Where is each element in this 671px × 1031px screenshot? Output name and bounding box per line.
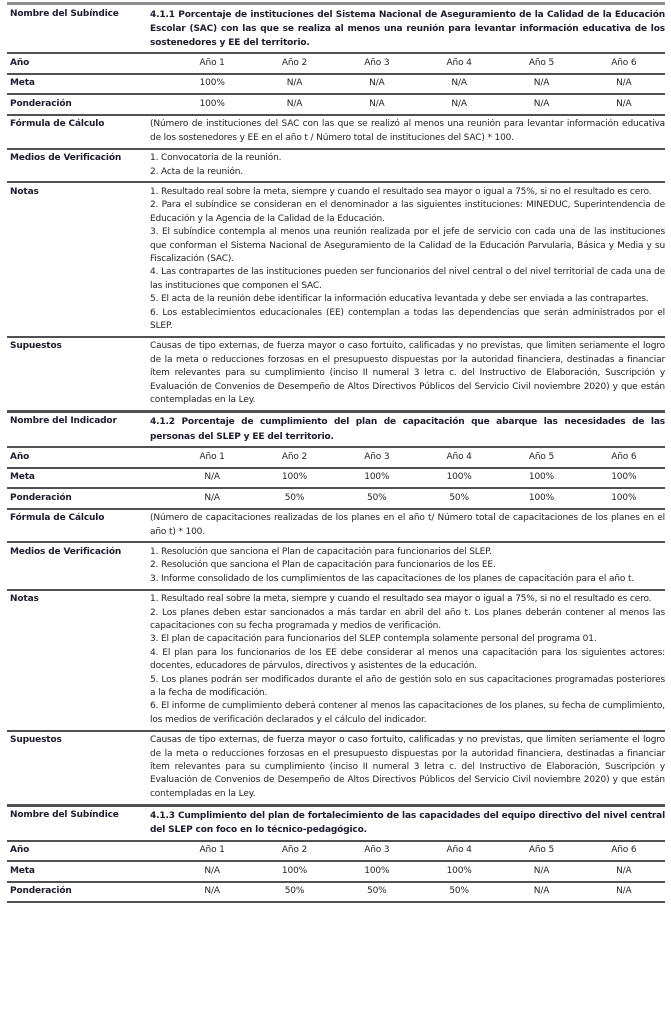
ponderacion-value-cell: 100% [199,98,225,109]
medios-item: 1. Convocatoria de la reunión. [150,153,282,164]
table-row-notas [7,589,665,730]
row-label-meta: Meta [10,472,35,483]
table-row-supuestos [7,336,665,410]
section-subindice-4-1-3 [7,804,665,902]
year-header-cell: Año 1 [199,451,225,462]
column-spacer [148,95,171,114]
year-header-cell: Año 3 [364,57,390,68]
section-indicador-4-1-2 [7,410,665,804]
section-subindice-4-1-1 [7,5,665,410]
notas-item: 3. El subíndice contempla al menos una reunión realizada por el jefe de servicio con cada una de las instituciones que conforman el Sistema Nacional de Aseguramiento de la Calidad de la Educación Parvularia, Básica y Media y su Fiscalización (SAC). [150,227,665,264]
row-label-nombre: Nombre del Subíndice [10,8,119,19]
medios-item: 3. Informe consolidado de los cumplimientos de las capacitaciones de los planes de capacitación para el año t. [150,573,635,584]
medios-list [148,543,665,588]
row-label-notas: Notas [10,186,39,197]
year-header-cell: Año 4 [446,57,472,68]
row-label-supuestos: Supuestos [10,735,62,746]
table-row-anio [7,840,665,861]
ponderacion-value-cell: 50% [284,886,305,897]
ponderacion-value-cell: 50% [367,886,387,897]
meta-value-cell: 100% [281,472,308,483]
notas-item: 3. El plan de capacitación para funcionarios del SLEP contempla solamente personal del programa 01. [150,634,597,645]
row-label-medios: Medios de Verificación [10,546,122,557]
row-label-formula: Fórmula de Cálculo [10,119,105,130]
column-spacer [148,75,171,94]
notas-item: 5. El acta de la reunión debe identificar la información educativa levantada y debe ser enviada a las contrapartes. [150,294,649,305]
row-label-anio: Año [10,845,30,856]
meta-value-cell: N/A [204,472,220,483]
subindice-title: 4.1.1 Porcentaje de instituciones del Sistema Nacional de Aseguramiento de la Calidad de la Educación Escolar (SAC) con las que se realiza al menos una reunión para levantar información educativa de los sostenedores y EE del territorio. [150,9,665,48]
notas-item: 2. Los planes deben estar sancionados a más tardar en abril del año t. Los planes deberán contener al menos las capacitaciones con su fecha programada y medios de verificación. [150,607,665,631]
ponderacion-value-cell: N/A [533,886,550,897]
table-row-formula [7,114,665,148]
meta-value-cell: 100% [528,472,555,483]
meta-value-cell: N/A [616,865,632,876]
ponderacion-value-cell: N/A [204,886,220,897]
table-row-medios [7,541,665,588]
notas-item: 6. El informe de cumplimiento deberá contener al menos las capacitaciones de los planes, su fecha de cumplimiento, los medios de verificación declarados y el cálculo del indicador. [150,701,665,725]
column-spacer [148,469,171,488]
row-label-anio: Año [10,451,30,462]
table-row-nombre-subindice [7,5,665,52]
ponderacion-value-cell: N/A [451,98,467,109]
medios-item: 1. Resolución que sanciona el Plan de capacitación para funcionarios del SLEP. [150,546,492,557]
table-row-meta [7,860,665,881]
column-spacer [148,842,171,861]
year-header-cell: Año 2 [281,57,308,68]
ponderacion-value-cell: N/A [286,98,303,109]
meta-value-cell: N/A [286,78,303,89]
ponderacion-value-cell: 50% [449,492,469,503]
medios-item: 2. Acta de la reunión. [150,166,244,177]
year-header-cell: Año 6 [611,57,637,68]
ponderacion-value-cell: 50% [367,492,387,503]
indicador-title: 4.1.2 Porcentaje de cumplimiento del plan de capacitación que abarque las necesidades de las personas del SLEP y EE del territorio. [150,417,665,442]
column-spacer [148,54,171,73]
formula-text: (Número de instituciones del SAC con las que se realizó al menos una reunión para levantar información educativa de los sostenedores y EE en el año t / Número total de instituciones del SAC) * 100. [150,119,665,143]
table-row-formula [7,508,665,542]
row-label-meta: Meta [10,78,35,89]
subindice-title: 4.1.3 Cumplimiento del plan de fortalecimiento de las capacidades del equipo directivo del nivel central del SLEP con foco en lo técnico-pedagógico. [150,811,665,836]
year-header-cell: Año 1 [199,845,225,856]
row-label-nombre: Nombre del Indicador [10,416,117,427]
table-row-supuestos [7,730,665,804]
table-row-ponderacion [7,881,665,902]
medios-item: 2. Resolución que sanciona el Plan de capacitación para funcionarios de los EE. [150,560,496,571]
meta-value-cell: N/A [616,78,632,89]
column-spacer [148,883,171,902]
table-bottom-rule [7,901,665,912]
ponderacion-value-cell: N/A [533,98,550,109]
year-header-cell: Año 6 [611,845,637,856]
table-row-ponderacion [7,93,665,114]
meta-value-cell: 100% [446,472,472,483]
table-row-anio [7,52,665,73]
ponderacion-value-cell: N/A [616,98,632,109]
row-label-formula: Fórmula de Cálculo [10,513,105,524]
row-label-ponderacion: Ponderación [10,492,72,503]
supuestos-text: Causas de tipo externas, de fuerza mayor o caso fortuito, calificadas y no previstas, que limiten seriamente el logro de la meta o reducciones forzosas en el presupuesto dispuestas por la autoridad financiera, destinadas a financiar ítem relevantes para su cumplimiento (inciso II numeral 3 letra c. del Instructivo de Elaboración, Suscripción y Evaluación de Convenios de Desempeño de Altos Directivos Públicos del Servicio Civil noviembre 2020) y que están contempladas en la Ley. [150,341,665,405]
meta-value-cell: 100% [281,865,308,876]
medios-list [148,150,665,182]
row-label-anio: Año [10,57,30,68]
year-header-cell: Año 2 [281,845,308,856]
year-header-cell: Año 2 [281,451,308,462]
notas-item: 5. Los planes podrán ser modificados durante el año de gestión solo en sus capacitaciones programadas posteriores a la fecha de modificación. [150,674,665,698]
table-row-meta [7,73,665,94]
table-row-ponderacion [7,487,665,508]
meta-value-cell: 100% [446,865,472,876]
ponderacion-value-cell: 50% [449,886,469,897]
year-header-cell: Año 1 [199,57,225,68]
row-label-ponderacion: Ponderación [10,886,72,897]
ponderacion-value-cell: 100% [528,492,555,503]
notas-item: 4. El plan para los funcionarios de los EE debe considerar al menos una capacitación para los siguientes actores: docentes, educadores de párvulos, directivos y asistentes de la educación. [150,647,665,672]
row-label-ponderacion: Ponderación [10,98,72,109]
year-header-cell: Año 6 [611,451,637,462]
supuestos-text: Causas de tipo externas, de fuerza mayor o caso fortuito, calificadas y no previstas, que limiten seriamente el logro de la meta o reducciones forzosas en el presupuesto dispuestas por la autoridad financiera, destinadas a financiar ítem relevantes para su cumplimiento (inciso II numeral 3 letra c. del Instructivo de Elaboración, Suscripción y Evaluación de Convenios de Desempeño de Altos Directivos Públicos del Servicio Civil noviembre 2020) y que están contempladas en la Ley. [150,735,665,799]
notas-item: 2. Para el subíndice se consideran en el denominador a las siguientes instituciones: MINEDUC, Superintendencia de Educación y la Agencia de la Calidad de la Educación. [150,200,665,224]
meta-value-cell: 100% [364,472,390,483]
meta-value-cell: 100% [199,78,225,89]
notas-item: 6. Los establecimientos educacionales (EE) contemplan a todas las dependencias que serán administrados por el SLEP. [150,307,665,331]
row-label-supuestos: Supuestos [10,341,62,352]
meta-value-cell: N/A [204,865,220,876]
notas-list [148,183,665,335]
meta-value-cell: 100% [611,472,637,483]
ponderacion-value-cell: 50% [284,492,305,503]
year-header-cell: Año 5 [528,845,555,856]
table-row-anio [7,446,665,467]
meta-value-cell: N/A [533,78,550,89]
table-row-nombre-subindice [7,804,665,840]
ponderacion-value-cell: N/A [204,492,220,503]
meta-value-cell: N/A [451,78,467,89]
year-header-cell: Año 4 [446,845,472,856]
year-header-cell: Año 5 [528,451,555,462]
row-label-medios: Medios de Verificación [10,153,122,164]
year-header-cell: Año 4 [446,451,472,462]
meta-value-cell: 100% [364,865,390,876]
table-row-meta [7,467,665,488]
column-spacer [148,862,171,881]
year-header-cell: Año 3 [364,451,390,462]
notas-item: 1. Resultado real sobre la meta, siempre y cuando el resultado sea mayor o igual a 75%, si no el resultado es cero. [150,594,652,605]
meta-value-cell: N/A [533,865,550,876]
row-label-nombre: Nombre del Subíndice [10,810,119,821]
ponderacion-value-cell: 100% [611,492,637,503]
column-spacer [148,448,171,467]
year-header-cell: Año 3 [364,845,390,856]
meta-value-cell: N/A [369,78,385,89]
row-label-meta: Meta [10,865,35,876]
notas-list [148,591,665,730]
table-row-nombre-indicador [7,410,665,446]
row-label-notas: Notas [10,594,39,605]
table-row-notas [7,181,665,335]
notas-item: 1. Resultado real sobre la meta, siempre y cuando el resultado sea mayor o igual a 75%, si no el resultado es cero. [150,186,652,197]
ponderacion-value-cell: N/A [616,886,632,897]
notas-item: 4. Las contrapartes de las instituciones pueden ser funcionarios del nivel central o del nivel territorial de cada una de las instituciones que componen el SAC. [150,267,665,291]
table-row-medios [7,148,665,182]
ponderacion-value-cell: N/A [369,98,385,109]
column-spacer [148,489,171,508]
year-header-cell: Año 5 [528,57,555,68]
formula-text: (Número de capacitaciones realizadas de los planes en el año t/ Número total de capacitaciones de los planes en el año t) * 100. [150,513,665,537]
